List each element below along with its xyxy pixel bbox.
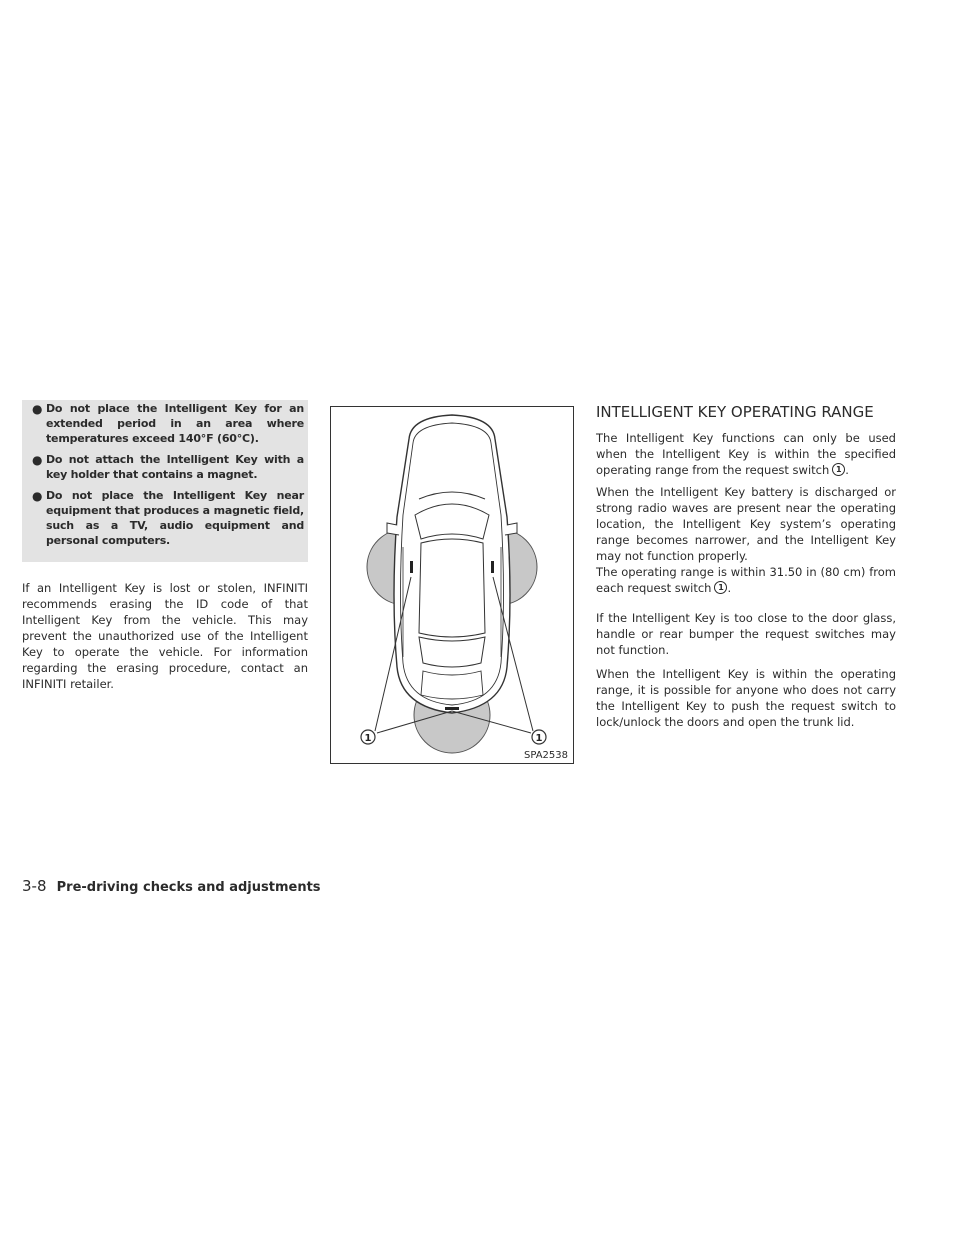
section-title: INTELLIGENT KEY OPERATING RANGE [596,403,874,421]
callout-ref: 1 [714,581,727,594]
caution-item [32,401,304,446]
bullet-icon: ● [32,402,43,416]
left-request-switch [410,561,413,573]
caution-text: Do not attach the Intelligent Key with a key holder that contains a magnet. [46,453,304,481]
trunk-request-switch [445,707,459,710]
callout-left-label: 1 [364,733,372,744]
range-paragraph-1 [596,430,896,478]
callout-right-label: 1 [535,733,543,744]
bullet-icon: ● [32,453,43,467]
range-paragraph-3-text: The operating range is within 31.50 in (80 cm) from each request switch [596,565,896,595]
range-paragraph-1-text: The Intelligent Key functions can only be used when the Intelligent Key is within the specified operating range from the request switch [596,431,896,477]
figure-code: SPA2538 [523,750,568,761]
caution-text: Do not place the Intelligent Key near equipment that produces a magnetic field, such as a TV, audio equipment and personal computers. [46,489,304,547]
operating-range-figure [330,406,574,764]
range-paragraph-3-end: . [727,581,732,595]
right-request-switch [491,561,494,573]
range-paragraph-3 [596,564,896,596]
caution-text: Do not place the Intelligent Key for an extended period in an area where temperatures exceed 140°F (60°C). [46,402,304,445]
page-footer [22,878,321,896]
bullet-icon: ● [32,489,43,503]
range-paragraph-5: When the Intelligent Key is within the operating range, it is possible for anyone who does not carry the Intelligent Key to push the request switch to lock/unlock the doors and open the trunk lid. [596,667,896,729]
car-top-view-diagram [331,407,573,763]
footer-section-name: Pre-driving checks and adjustments [56,880,321,895]
caution-item [32,452,304,482]
range-paragraph-1-end: . [845,463,849,477]
caution-item [32,488,304,548]
caution-box [22,400,308,562]
lost-key-paragraph: If an Intelligent Key is lost or stolen, INFINITI recommends erasing the ID code of that Intelligent Key from the vehicle. This may prevent the unauthorized use of the Intelligent Key to operate the vehicle. For information regarding the erasing procedure, contact an INFINITI retailer. [22,581,308,691]
page-number: 3-8 [22,877,47,895]
range-paragraph-4: If the Intelligent Key is too close to the door glass, handle or rear bumper the request switches may not function. [596,611,896,657]
range-paragraph-2: When the Intelligent Key battery is discharged or strong radio waves are present near the operating location, the Intelligent Key system’s operating range becomes narrower, and the Intelligent Key may not function properly. [596,485,896,563]
callout-ref: 1 [832,463,845,476]
